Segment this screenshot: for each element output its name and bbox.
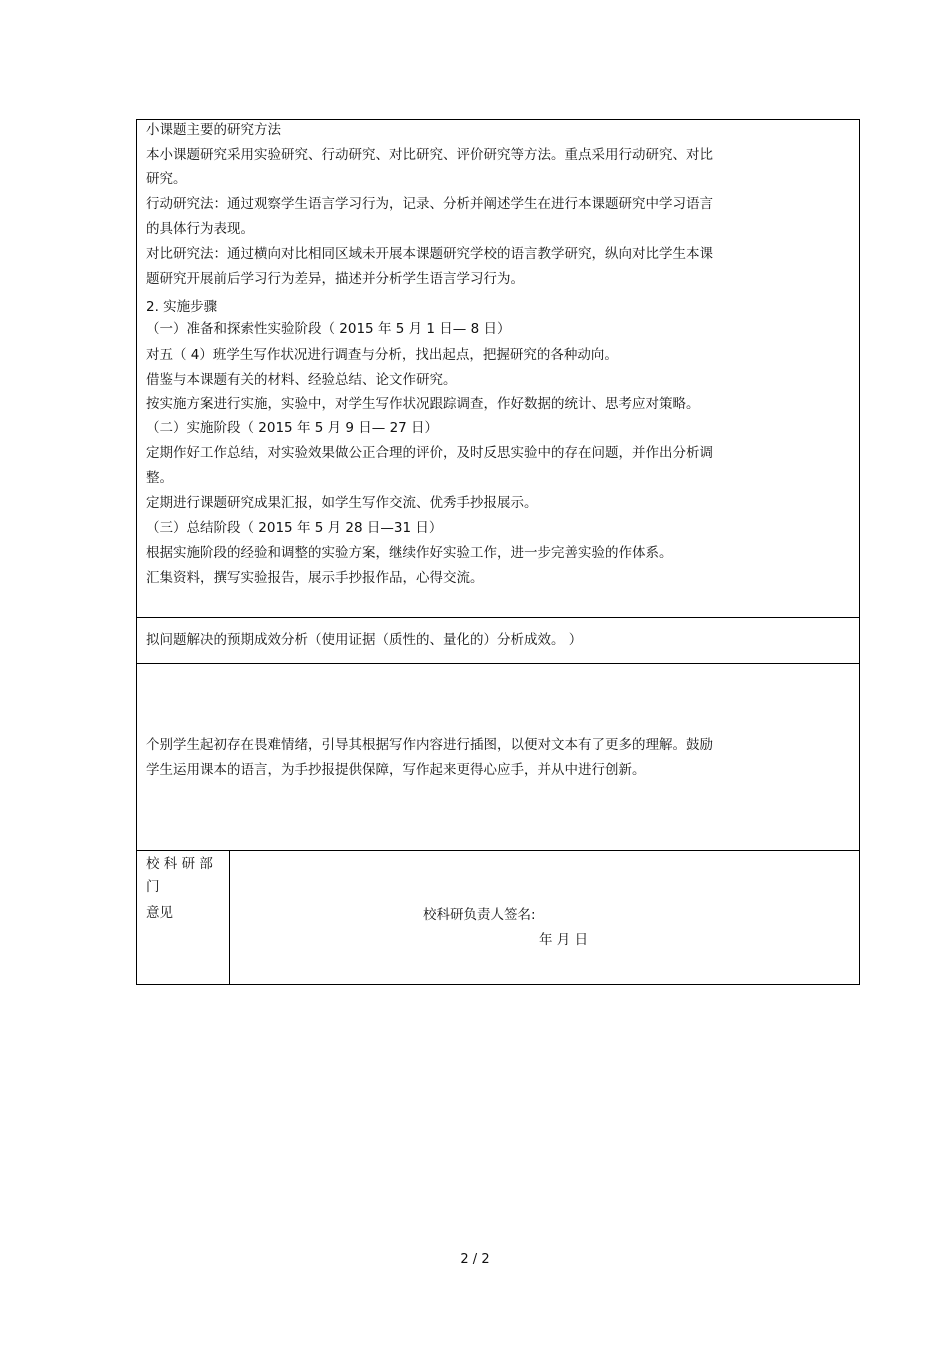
text-line: 按实施方案进行实施，实验中，对学生写作状况跟踪调查，作好数据的统计、思考应对策略。 <box>146 396 700 412</box>
column-divider <box>229 850 230 984</box>
label-line: 校 科 研 部 <box>146 856 213 872</box>
text-line: 学生运用课本的语言，为手抄报提供保障，写作起来更得心应手，并从中进行创新。 <box>146 762 646 778</box>
form-table <box>136 119 860 985</box>
label-line: 意见 <box>146 905 173 921</box>
phase-heading: （二）实施阶段（ 2015 年 5 月 9 日— 27 日） <box>146 420 439 436</box>
row-divider <box>137 617 859 618</box>
text-line: 整。 <box>146 470 173 486</box>
expected-results-heading: 拟问题解决的预期成效分析（使用证据（质性的、量化的）分析成效。 ） <box>146 632 583 648</box>
text-line: 汇集资料，撰写实验报告，展示手抄报作品，心得交流。 <box>146 570 484 586</box>
method-title: 小课题主要的研究方法 <box>146 122 281 138</box>
text-line: 的具体行为表现。 <box>146 221 254 237</box>
text-line: 题研究开展前后学习行为差异，描述并分析学生语言学习行为。 <box>146 271 524 287</box>
text-line: 对比研究法：通过横向对比相同区域未开展本课题研究学校的语言教学研究，纵向对比学生本课 <box>146 246 713 262</box>
signature-label: 校科研负责人签名: <box>423 907 536 923</box>
phase-heading: （三）总结阶段（ 2015 年 5 月 28 日—31 日） <box>146 520 443 536</box>
steps-heading: 2. 实施步骤 <box>146 299 218 315</box>
phase-heading: （一）准备和探索性实验阶段（ 2015 年 5 月 1 日— 8 日） <box>146 321 511 337</box>
text-line: 本小课题研究采用实验研究、行动研究、对比研究、评价研究等方法。重点采用行动研究、对比 <box>146 147 713 163</box>
page-number: 2 / 2 <box>460 1252 490 1267</box>
text-line: 定期进行课题研究成果汇报，如学生写作交流、优秀手抄报展示。 <box>146 495 538 511</box>
text-line: 对五（ 4）班学生写作状况进行调查与分析，找出起点，把握研究的各种动向。 <box>146 347 618 363</box>
date-line: 年 月 日 <box>539 932 589 948</box>
text-line: 定期作好工作总结，对实验效果做公正合理的评价，及时反思实验中的存在问题，并作出分析调 <box>146 445 713 461</box>
text-line: 根据实施阶段的经验和调整的实验方案，继续作好实验工作，进一步完善实验的作体系。 <box>146 545 673 561</box>
label-line: 门 <box>146 879 160 895</box>
text-line: 行动研究法：通过观察学生语言学习行为，记录、分析并阐述学生在进行本课题研究中学习语言 <box>146 196 713 212</box>
text-line: 研究。 <box>146 171 187 187</box>
text-line: 个别学生起初存在畏难情绪，引导其根据写作内容进行插图，以便对文本有了更多的理解。鼓励 <box>146 737 713 753</box>
row-divider <box>137 663 859 664</box>
row-divider <box>137 850 859 851</box>
text-line: 借鉴与本课题有关的材料、经验总结、论文作研究。 <box>146 372 457 388</box>
